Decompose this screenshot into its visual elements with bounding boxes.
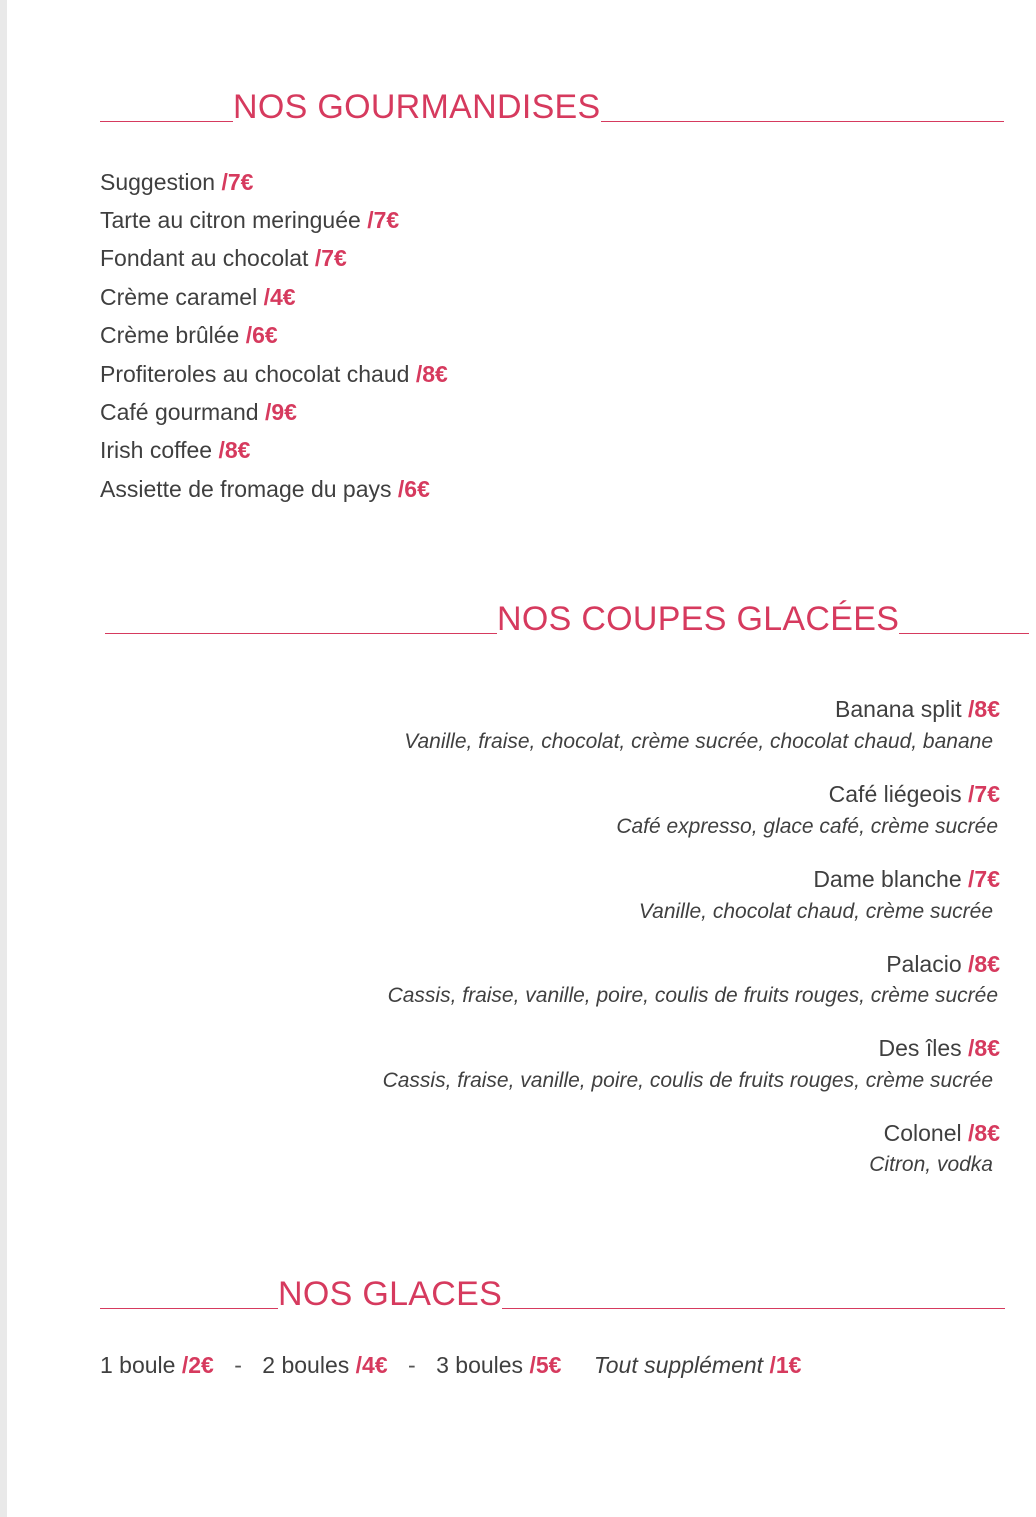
- section-heading-glaces: [100, 1275, 1005, 1313]
- menu-page: [7, 0, 1036, 1517]
- item-price: /7€: [367, 207, 400, 233]
- item-name: Palacio: [886, 951, 962, 977]
- coupe-item: [886, 951, 1000, 978]
- item-price: /6€: [397, 476, 430, 502]
- menu-item: [100, 322, 278, 349]
- menu-item: [100, 245, 347, 272]
- item-price: /8€: [415, 361, 448, 387]
- item-name: Fondant au chocolat: [100, 245, 309, 271]
- item-description: Vanille, chocolat chaud, crème sucrée: [638, 900, 993, 923]
- item-name: Dame blanche: [813, 866, 962, 892]
- item-price: /4€: [263, 284, 296, 310]
- supplement-label: Tout supplément: [593, 1352, 764, 1378]
- supplement-price: /1€: [769, 1352, 802, 1378]
- coupe-item: [884, 1120, 1000, 1147]
- item-price: /8€: [968, 1035, 1000, 1061]
- two-scoops-label: 2 boules: [262, 1352, 350, 1378]
- one-scoop-price: /2€: [181, 1352, 214, 1378]
- item-name: Suggestion: [100, 169, 216, 195]
- section-heading-gourmandises: [100, 88, 1004, 126]
- separator: -: [408, 1352, 416, 1378]
- item-name: Assiette de fromage du pays: [100, 476, 392, 502]
- one-scoop-label: 1 boule: [100, 1352, 176, 1378]
- heading-rule-right: [502, 1308, 1005, 1309]
- item-name: Crème brûlée: [100, 322, 240, 348]
- item-name: Profiteroles au chocolat chaud: [100, 361, 410, 387]
- menu-item: [100, 169, 253, 196]
- item-price: /8€: [218, 437, 251, 463]
- item-name: Des îles: [878, 1035, 962, 1061]
- heading-rule-right: [601, 121, 1004, 122]
- item-price: /8€: [968, 951, 1000, 977]
- item-name: Colonel: [883, 1120, 962, 1146]
- menu-item: [100, 361, 448, 388]
- coupe-item: [829, 781, 1000, 808]
- item-description: Café expresso, glace café, crème sucrée: [616, 815, 998, 838]
- menu-item: [100, 437, 250, 464]
- three-scoops-label: 3 boules: [436, 1352, 524, 1378]
- menu-item: [100, 284, 296, 311]
- heading-rule-left: [105, 633, 497, 634]
- section-heading-coupes: [105, 600, 1029, 638]
- item-price: /7€: [968, 781, 1000, 807]
- item-name: Café gourmand: [100, 399, 259, 425]
- item-name: Crème caramel: [100, 284, 258, 310]
- coupe-item: [813, 866, 1000, 893]
- coupe-item: [835, 696, 1000, 723]
- item-description: Citron, vodka: [869, 1153, 993, 1176]
- glaces-prices: [100, 1352, 801, 1379]
- separator: -: [234, 1352, 242, 1378]
- item-price: /9€: [264, 399, 297, 425]
- section-title: NOS COUPES GLACÉES: [497, 600, 900, 638]
- item-price: /8€: [968, 696, 1000, 722]
- item-description: Cassis, fraise, vanille, poire, coulis de fruits rouges, crème sucrée: [387, 984, 998, 1007]
- item-description: Cassis, fraise, vanille, poire, coulis de fruits rouges, crème sucrée: [382, 1069, 993, 1092]
- menu-item: [100, 207, 399, 234]
- item-description: Vanille, fraise, chocolat, crème sucrée, chocolat chaud, banane: [404, 730, 993, 753]
- heading-rule-left: [100, 121, 233, 122]
- item-name: Irish coffee: [100, 437, 213, 463]
- three-scoops-price: /5€: [529, 1352, 562, 1378]
- coupe-item: [879, 1035, 1000, 1062]
- section-title: NOS GOURMANDISES: [233, 88, 601, 126]
- menu-item: [100, 399, 297, 426]
- item-price: /6€: [245, 322, 278, 348]
- section-title: NOS GLACES: [278, 1275, 503, 1313]
- menu-item: [100, 476, 430, 503]
- two-scoops-price: /4€: [355, 1352, 388, 1378]
- item-name: Café liégeois: [828, 781, 962, 807]
- item-name: Banana split: [835, 696, 962, 722]
- heading-rule-right: [899, 633, 1029, 634]
- item-price: /7€: [221, 169, 254, 195]
- item-price: /8€: [968, 1120, 1000, 1146]
- heading-rule-left: [100, 1308, 278, 1309]
- item-name: Tarte au citron meringuée: [100, 207, 361, 233]
- item-price: /7€: [968, 866, 1000, 892]
- item-price: /7€: [314, 245, 347, 271]
